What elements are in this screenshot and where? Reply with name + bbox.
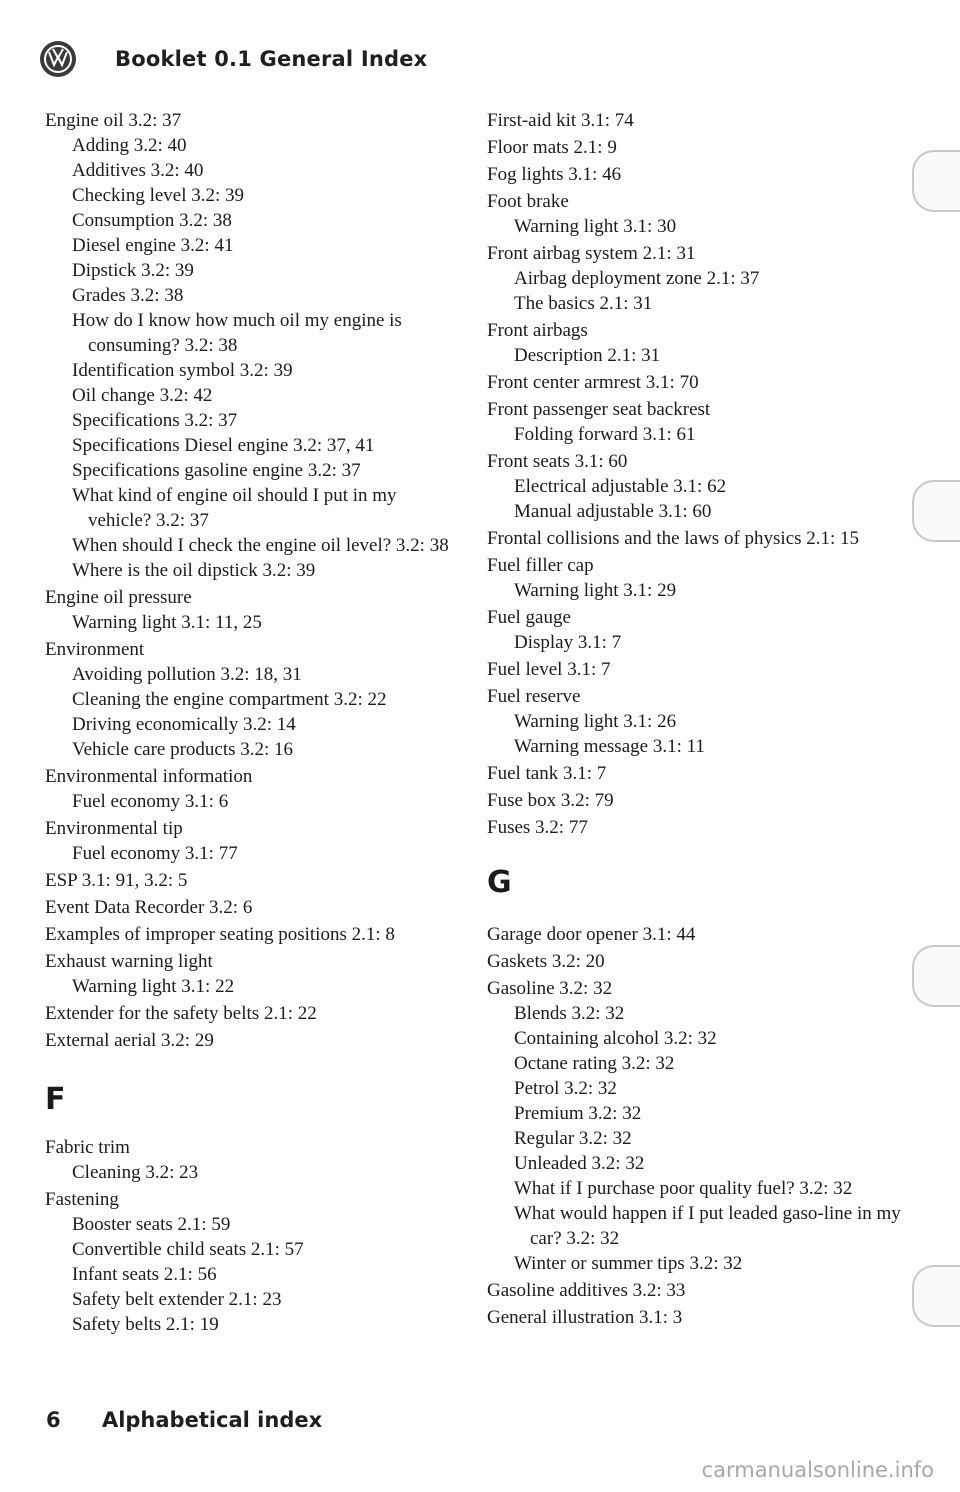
index-subentry: Warning light 3.1: 29 [514, 580, 677, 601]
index-subentry: Cleaning the engine compartment 3.2: 22 [72, 689, 387, 710]
page-number: 6 [46, 1408, 61, 1432]
watermark: carmanualsonline.info [701, 1458, 934, 1482]
index-subentry: Identification symbol 3.2: 39 [72, 360, 293, 381]
index-entry: First-aid kit 3.1: 74 [487, 110, 634, 131]
vw-logo-icon [40, 41, 76, 77]
index-subentry: Warning light 3.1: 11, 25 [72, 612, 262, 633]
index-subentry: Grades 3.2: 38 [72, 285, 184, 306]
index-column-left [45, 106, 460, 1337]
index-subentry: Warning light 3.1: 30 [514, 216, 677, 237]
index-entry: Fuel filler cap [487, 555, 594, 576]
index-entry: Environmental information [45, 766, 253, 787]
index-subentry: Regular 3.2: 32 [514, 1128, 632, 1149]
index-subentry: Premium 3.2: 32 [514, 1103, 642, 1124]
index-subentry: Manual adjustable 3.1: 60 [514, 501, 712, 522]
index-entry: ESP 3.1: 91, 3.2: 5 [45, 870, 188, 891]
index-subentry: Warning message 3.1: 11 [514, 736, 705, 757]
index-entry: Fuse box 3.2: 79 [487, 790, 614, 811]
index-subentries [487, 709, 907, 759]
index-entry: Gaskets 3.2: 20 [487, 951, 605, 972]
index-entry: Foot brake [487, 191, 569, 212]
index-subentry: Warning light 3.1: 22 [72, 976, 235, 997]
index-entry: Fuel reserve [487, 686, 581, 707]
index-entry: Fuel level 3.1: 7 [487, 659, 611, 680]
index-entry: Fastening [45, 1189, 119, 1210]
index-subentries [487, 1001, 907, 1276]
index-subentries [487, 343, 907, 368]
index-subentry: What if I purchase poor quality fuel? 3.2: 32 [514, 1178, 853, 1199]
index-subentries [45, 610, 460, 635]
index-subentry: Where is the oil dipstick 3.2: 39 [72, 560, 316, 581]
index-subentries [487, 578, 907, 603]
index-subentry: The basics 2.1: 31 [514, 293, 653, 314]
index-entry: External aerial 3.2: 29 [45, 1030, 214, 1051]
index-entry: Extender for the safety belts 2.1: 22 [45, 1003, 317, 1024]
index-subentries [45, 1212, 460, 1337]
index-subentry: Fuel economy 3.1: 77 [72, 843, 238, 864]
index-entry: Engine oil pressure [45, 587, 192, 608]
index-subentry: Airbag deployment zone 2.1: 37 [514, 268, 760, 289]
page-tab-marker [912, 480, 960, 542]
index-entry: Gasoline additives 3.2: 33 [487, 1280, 686, 1301]
section-letter-g: G [487, 865, 512, 900]
index-entry: Front center armrest 3.1: 70 [487, 372, 699, 393]
index-subentries [487, 630, 907, 655]
index-entry: Examples of improper seating positions 2.1: 8 [45, 924, 395, 945]
index-entry: Event Data Recorder 3.2: 6 [45, 897, 253, 918]
index-entry: Floor mats 2.1: 9 [487, 137, 617, 158]
index-subentries [487, 474, 907, 524]
index-subentry: Convertible child seats 2.1: 57 [72, 1239, 304, 1260]
index-subentry: Safety belts 2.1: 19 [72, 1314, 219, 1335]
index-subentries [45, 841, 460, 866]
page-title: Booklet 0.1 General Index [115, 47, 428, 71]
index-subentry: Petrol 3.2: 32 [514, 1078, 617, 1099]
page-tab-marker [912, 150, 960, 212]
index-subentry: What would happen if I put leaded gaso-line in my car? 3.2: 32 [514, 1203, 901, 1249]
index-subentry: Checking level 3.2: 39 [72, 185, 245, 206]
section-letter-f: F [45, 1082, 66, 1117]
index-subentries [487, 422, 907, 447]
index-subentry: Oil change 3.2: 42 [72, 385, 213, 406]
index-subentries [45, 789, 460, 814]
index-entry: Front airbag system 2.1: 31 [487, 243, 696, 264]
page-footer [46, 1408, 322, 1432]
index-subentry: Booster seats 2.1: 59 [72, 1214, 231, 1235]
index-entry: Garage door opener 3.1: 44 [487, 924, 696, 945]
index-subentry: Adding 3.2: 40 [72, 135, 187, 156]
index-subentry: Dipstick 3.2: 39 [72, 260, 194, 281]
index-subentries [45, 974, 460, 999]
index-entry: General illustration 3.1: 3 [487, 1307, 683, 1328]
index-subentry: Description 2.1: 31 [514, 345, 661, 366]
index-subentry: Blends 3.2: 32 [514, 1003, 625, 1024]
index-subentry: Driving economically 3.2: 14 [72, 714, 296, 735]
index-entry: Fuel tank 3.1: 7 [487, 763, 607, 784]
index-subentries [45, 133, 460, 583]
index-subentry: Additives 3.2: 40 [72, 160, 204, 181]
index-subentries [487, 214, 907, 239]
index-subentry: Electrical adjustable 3.1: 62 [514, 476, 727, 497]
index-subentry: Unleaded 3.2: 32 [514, 1153, 645, 1174]
index-subentry: Specifications 3.2: 37 [72, 410, 238, 431]
index-subentry: What kind of engine oil should I put in my vehicle? 3.2: 37 [72, 485, 397, 531]
index-subentry: Octane rating 3.2: 32 [514, 1053, 675, 1074]
index-column-right [487, 106, 907, 1330]
index-subentry: Infant seats 2.1: 56 [72, 1264, 217, 1285]
index-subentry: Vehicle care products 3.2: 16 [72, 739, 294, 760]
index-entry: Fog lights 3.1: 46 [487, 164, 622, 185]
index-entry: Fuel gauge [487, 607, 571, 628]
index-subentries [45, 662, 460, 762]
index-entry: Fabric trim [45, 1137, 130, 1158]
index-entry: Environmental tip [45, 818, 183, 839]
index-entry: Front airbags [487, 320, 588, 341]
index-subentry: Containing alcohol 3.2: 32 [514, 1028, 717, 1049]
index-subentry: Fuel economy 3.1: 6 [72, 791, 229, 812]
index-subentries [45, 1160, 460, 1185]
index-entry: Exhaust warning light [45, 951, 213, 972]
index-subentry: Avoiding pollution 3.2: 18, 31 [72, 664, 302, 685]
index-subentry: Folding forward 3.1: 61 [514, 424, 696, 445]
index-subentry: Specifications gasoline engine 3.2: 37 [72, 460, 361, 481]
index-subentry: Specifications Diesel engine 3.2: 37, 41 [72, 435, 375, 456]
index-subentry: When should I check the engine oil level? 3.2: 38 [72, 535, 449, 556]
page-tab-marker [912, 945, 960, 1007]
index-subentry: Display 3.1: 7 [514, 632, 622, 653]
index-entry: Front passenger seat backrest [487, 399, 711, 420]
index-subentry: Safety belt extender 2.1: 23 [72, 1289, 282, 1310]
index-entry: Front seats 3.1: 60 [487, 451, 628, 472]
index-subentry: Diesel engine 3.2: 41 [72, 235, 234, 256]
index-entry: Frontal collisions and the laws of physics 2.1: 15 [487, 528, 860, 549]
index-subentry: Warning light 3.1: 26 [514, 711, 677, 732]
index-subentry: Consumption 3.2: 38 [72, 210, 232, 231]
index-subentry: Cleaning 3.2: 23 [72, 1162, 199, 1183]
index-entry: Engine oil 3.2: 37 [45, 110, 182, 131]
index-subentries [487, 266, 907, 316]
index-entry: Gasoline 3.2: 32 [487, 978, 613, 999]
page-tab-marker [912, 1265, 960, 1327]
index-subentry: Winter or summer tips 3.2: 32 [514, 1253, 743, 1274]
footer-section-title: Alphabetical index [101, 1408, 323, 1432]
index-entry: Fuses 3.2: 77 [487, 817, 588, 838]
index-entry: Environment [45, 639, 145, 660]
index-subentry: How do I know how much oil my engine is consuming? 3.2: 38 [72, 310, 402, 356]
page-header [40, 36, 427, 82]
